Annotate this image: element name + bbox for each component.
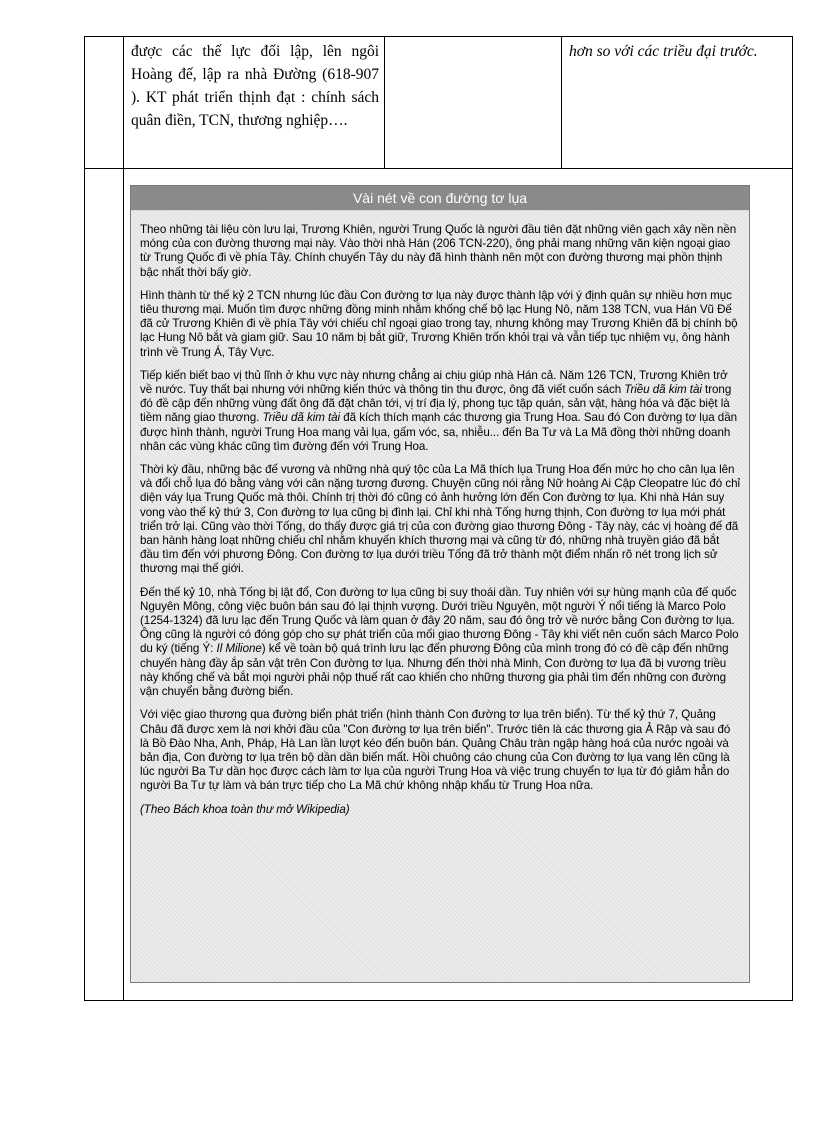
table-border-left — [84, 36, 85, 1001]
table-cell-history-text: được các thế lực đối lập, lên ngôi Hoàng đế, lập ra nhà Đường (618-907 ). KT phát triển thịnh đạt : chính sách quân điền, TCN, thương nghiệp…. — [131, 43, 379, 129]
info-paragraph: Hình thành từ thế kỷ 2 TCN nhưng lúc đầu Con đường tơ lụa này được thành lập với ý định quân sự nhiều hơn mục tiêu thương mại. Muốn tìm được những đồng minh nhằm khống chế bộ lạc Hung Nô, năm 138 TCN, vua Hán Vũ Đế đã cử Trương Khiên đi về phía Tây với chiếu chỉ ngoại giao trong tay, nhưng không may Trương Khiên đã bị chính bộ lạc Hung Nô bắt và giam giữ. Sau 10 năm bị bắt giữ, Trương Khiên trốn khỏi trại và vẫn tiếp tục nhiệm vụ, ông hành trình về Trung Á, Tây Vực. — [140, 288, 738, 359]
table-col-divider-3 — [561, 36, 562, 169]
table-row-divider — [84, 168, 793, 169]
table-border-top — [84, 36, 793, 37]
info-box-body — [131, 211, 749, 817]
table-col-divider-1 — [123, 36, 124, 1001]
info-paragraph: Theo những tài liệu còn lưu lại, Trương Khiên, người Trung Quốc là người đầu tiên đặt những viên gạch xây nền nền móng của con đường thương mại này. Vào thời nhà Hán (206 TCN-220), ông phải mang những văn kiện ngoại giao từ Trung Quốc đi về phía Tây. Chính chuyến Tây du này đã hình thành nên một con đường thương mại phồn thịnh bậc nhất thời bấy giờ. — [140, 223, 737, 279]
table-col-divider-2 — [384, 36, 385, 169]
table-border-right — [792, 36, 793, 1001]
source-citation: (Theo Bách khoa toàn thư mở Wikipedia) — [140, 802, 350, 816]
info-paragraph: Thời kỳ đầu, những bậc đế vương và những nhà quý tộc của La Mã thích lụa Trung Hoa đến mức họ cho cân lụa lên và đổi chỗ lụa đó bằng vàng với cân nặng tương đương. Chuyện cũng nói rằng Nữ hoàng Ai Cập Cleopatre lúc đó chỉ diện váy lụa Trung Quốc mà thôi. Chính trị thời đó cũng có ảnh hưởng lớn đến Con đường tơ lụa. Khi nhà Hán suy vong vào thế kỷ thứ 3, Con đường tơ lụa cũng bị đình lại. Chỉ khi nhà Tống hưng thịnh, Con đường tơ lụa mới phát triển trở lại. Cũng vào thời Tống, do thấy được giá trị của con đường giao thương Đông - Tây này, các vị hoàng đế đã ban hành hàng loạt những chiếu chỉ nhằm khuyến khích thương mại và cũng từ đó, những nhà truyền giáo đã bắt đầu tìm đến với phương Đông. Con đường tơ lụa dưới triều Tống đã trở thành một điểm nhấn rõ nét trong lịch sử thương mại thế giới. — [140, 463, 741, 576]
silk-road-info-box — [130, 185, 750, 983]
table-cell-note-text: hơn so với các triều đại trước. — [569, 43, 758, 60]
table-border-bottom — [84, 1000, 793, 1001]
info-box-title: Vài nét về con đường tơ lụa — [131, 186, 749, 211]
info-paragraph: Với việc giao thương qua đường biển phát triển (hình thành Con đường tơ lụa trên biển). Từ thế kỷ thứ 7, Quảng Châu đã được xem là nơi khởi đầu của "Con đường tơ lụa trên biển". Trước tiên là các thương gia Ả Rập và sau đó là Bồ Đào Nha, Anh, Pháp, Hà Lan lần lượt kéo đến buôn bán. Quảng Châu tràn ngập hàng hoá của nước ngoài và bản địa, Con đường tơ lụa trên bộ dần dần biến mất. Hồi chuông cáo chung của Con đường tơ lụa vang lên cũng là lúc người Ba Tư dần học được cách làm tơ lụa của người Trung Hoa và việc trung chuyển tơ lụa từ đó giảm hẳn do người Ba Tư tự làm và bán trực tiếp cho La Mã chứ không nhập khẩu từ Trung Hoa nữa. — [140, 708, 731, 793]
info-paragraph: Đến thế kỷ 10, nhà Tống bị lật đổ, Con đường tơ lụa cũng bị suy thoái dần. Tuy nhiên với sự hùng mạnh của đế quốc Nguyên Mông, công việc buôn bán sau đó lại thịnh vượng. Dưới triều Nguyên, một người Ý nổi tiếng là Marco Polo (1254-1324) đã lưu lạc đến Trung Quốc và làm quan ở đây 20 năm, sau đó ông trở về nước bằng Con đường tơ lụa. Ông cũng là người có đóng góp cho sự phát triển của mối giao thương Đông - Tây khi viết nên cuốn sách Marco Polo du ký (tiếng Ý: Il Milione) kể về toàn bộ quá trình lưu lạc đến phương Đông của mình trong đó có đề cập đến những chuyến hàng đầy ắp sản vật trên Con đường tơ lụa. Nhưng đến thời nhà Minh, Con đường tơ lụa đã bị vương triều này khống chế và bắt mọi người phải nộp thuế rất cao khiến cho những thương gia phải tìm đến những con đường vận chuyển bằng đường biển. — [140, 585, 739, 699]
info-paragraph: Tiếp kiến biết bao vị thủ lĩnh ở khu vực này nhưng chẳng ai chịu giúp nhà Hán cả. Năm 126 TCN, Trương Khiên trở về nước. Tuy thất bại nhưng với những kiến thức và thông tin thu được, ông đã viết cuốn sách Triều dã kim tài trong đó đề cập đến những vùng đất ông đã đặt chân tới, vị trí địa lý, phong tục tập quán, sản vật, hàng hóa và đặc biệt là tiềm năng giao thương. Triều dã kim tài đã kích thích mạnh các thương gia Trung Hoa. Sau đó Con đường tơ lụa dần được hình thành, người Trung Hoa mang vải lụa, gấm vóc, sa, nhiễu... đến Ba Tư và La Mã đồng thời những doanh nhân các vùng khác cũng tìm đường đến với Trung Hoa. — [140, 368, 737, 453]
